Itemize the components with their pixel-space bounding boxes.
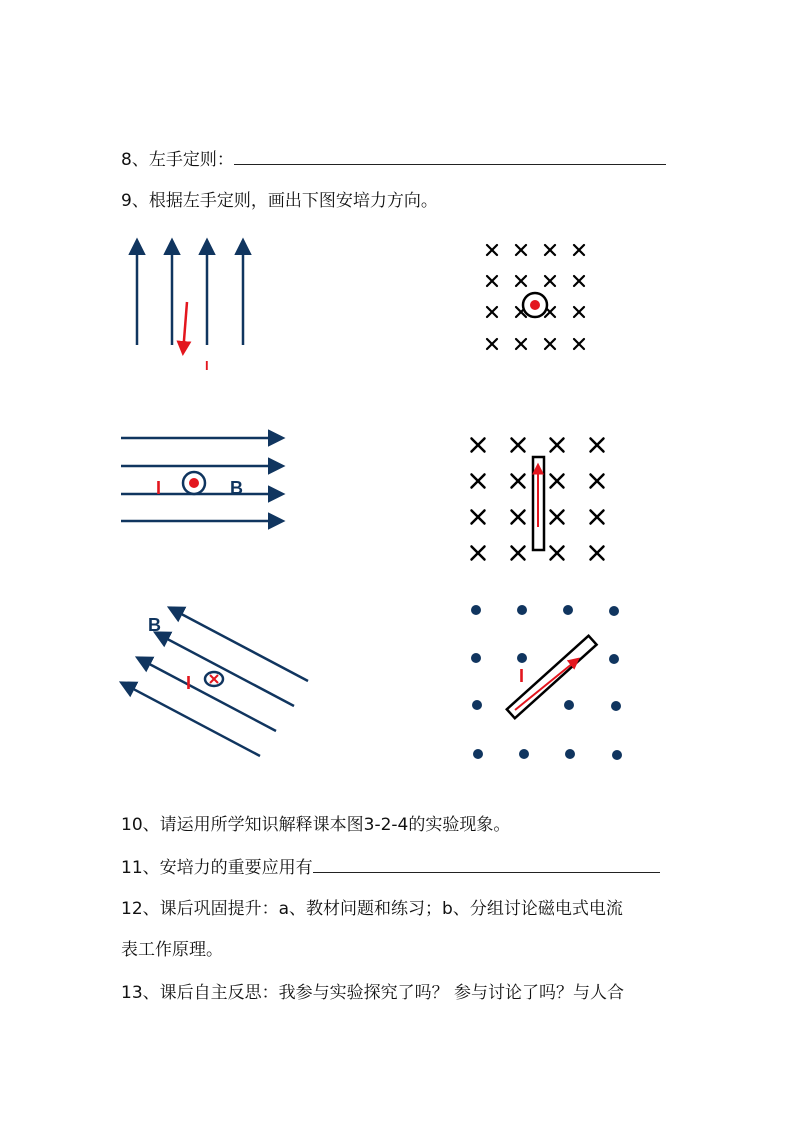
cross-mark-icon: [545, 339, 555, 349]
cross-mark-icon: [512, 547, 525, 560]
cross-mark-icon: [574, 276, 584, 286]
cross-mark-icon: [551, 547, 564, 560]
figure-5: [122, 608, 308, 756]
cross-mark-icon: [472, 547, 485, 560]
current-label: I: [156, 478, 162, 498]
cross-mark-icon: [551, 439, 564, 452]
field-label: B: [148, 615, 161, 635]
figure-2: [487, 245, 584, 349]
cross-mark-icon: [574, 245, 584, 255]
current-arrow-down: [183, 302, 187, 353]
cross-mark-icon: [591, 475, 604, 488]
cross-mark-icon: [545, 276, 555, 286]
cross-mark-icon: [574, 307, 584, 317]
current-dot: [189, 478, 199, 488]
question-8-text: 8、左手定则：: [121, 150, 234, 170]
cross-mark-icon: [472, 475, 485, 488]
cross-mark-icon: [516, 245, 526, 255]
question-13: 13、课后自主反思：我参与实验探究了吗？ 参与讨论了吗？与人合: [121, 983, 625, 1003]
cross-mark-icon: [551, 511, 564, 524]
cross-mark-icon: [591, 439, 604, 452]
figure-1: [137, 241, 243, 373]
cross-mark-icon: [551, 475, 564, 488]
figure-4: [472, 439, 604, 560]
current-label: I: [519, 666, 525, 686]
cross-mark-icon: [512, 511, 525, 524]
question-12-line-1: 12、课后巩固提升：a、教材问题和练习；b、分组讨论磁电式电流: [121, 899, 623, 919]
field-lines-up: [137, 241, 243, 345]
cross-mark-icon: [487, 245, 497, 255]
figure-6: [471, 605, 622, 760]
field-label: B: [230, 478, 243, 498]
answer-blank-8[interactable]: [234, 148, 666, 165]
answer-blank-11[interactable]: [313, 856, 660, 873]
cross-mark-icon: [516, 339, 526, 349]
question-12-line-2: 表工作原理。: [121, 940, 223, 960]
question-11-text: 11、安培力的重要应用有: [121, 858, 313, 878]
cross-mark-icon: [516, 276, 526, 286]
current-dot: [530, 300, 540, 310]
current-label: I: [186, 673, 192, 693]
cross-mark-icon: [591, 511, 604, 524]
cross-mark-icon: [574, 339, 584, 349]
question-8: [121, 148, 666, 171]
question-10: 10、请运用所学知识解释课本图3-2-4的实验现象。: [121, 815, 511, 835]
cross-mark-icon: [472, 439, 485, 452]
cross-mark-icon: [545, 245, 555, 255]
question-9: 9、根据左手定则，画出下图安培力方向。: [121, 191, 438, 211]
cross-mark-icon: [512, 439, 525, 452]
figures-area: [0, 225, 794, 785]
cross-mark-icon: [591, 547, 604, 560]
cross-mark-icon: [487, 276, 497, 286]
cross-mark-icon: [487, 307, 497, 317]
current-label: I: [205, 358, 209, 373]
question-11: [121, 856, 660, 879]
figure-3: [121, 438, 282, 521]
cross-mark-icon: [512, 475, 525, 488]
cross-mark-icon: [487, 339, 497, 349]
cross-mark-icon: [472, 511, 485, 524]
